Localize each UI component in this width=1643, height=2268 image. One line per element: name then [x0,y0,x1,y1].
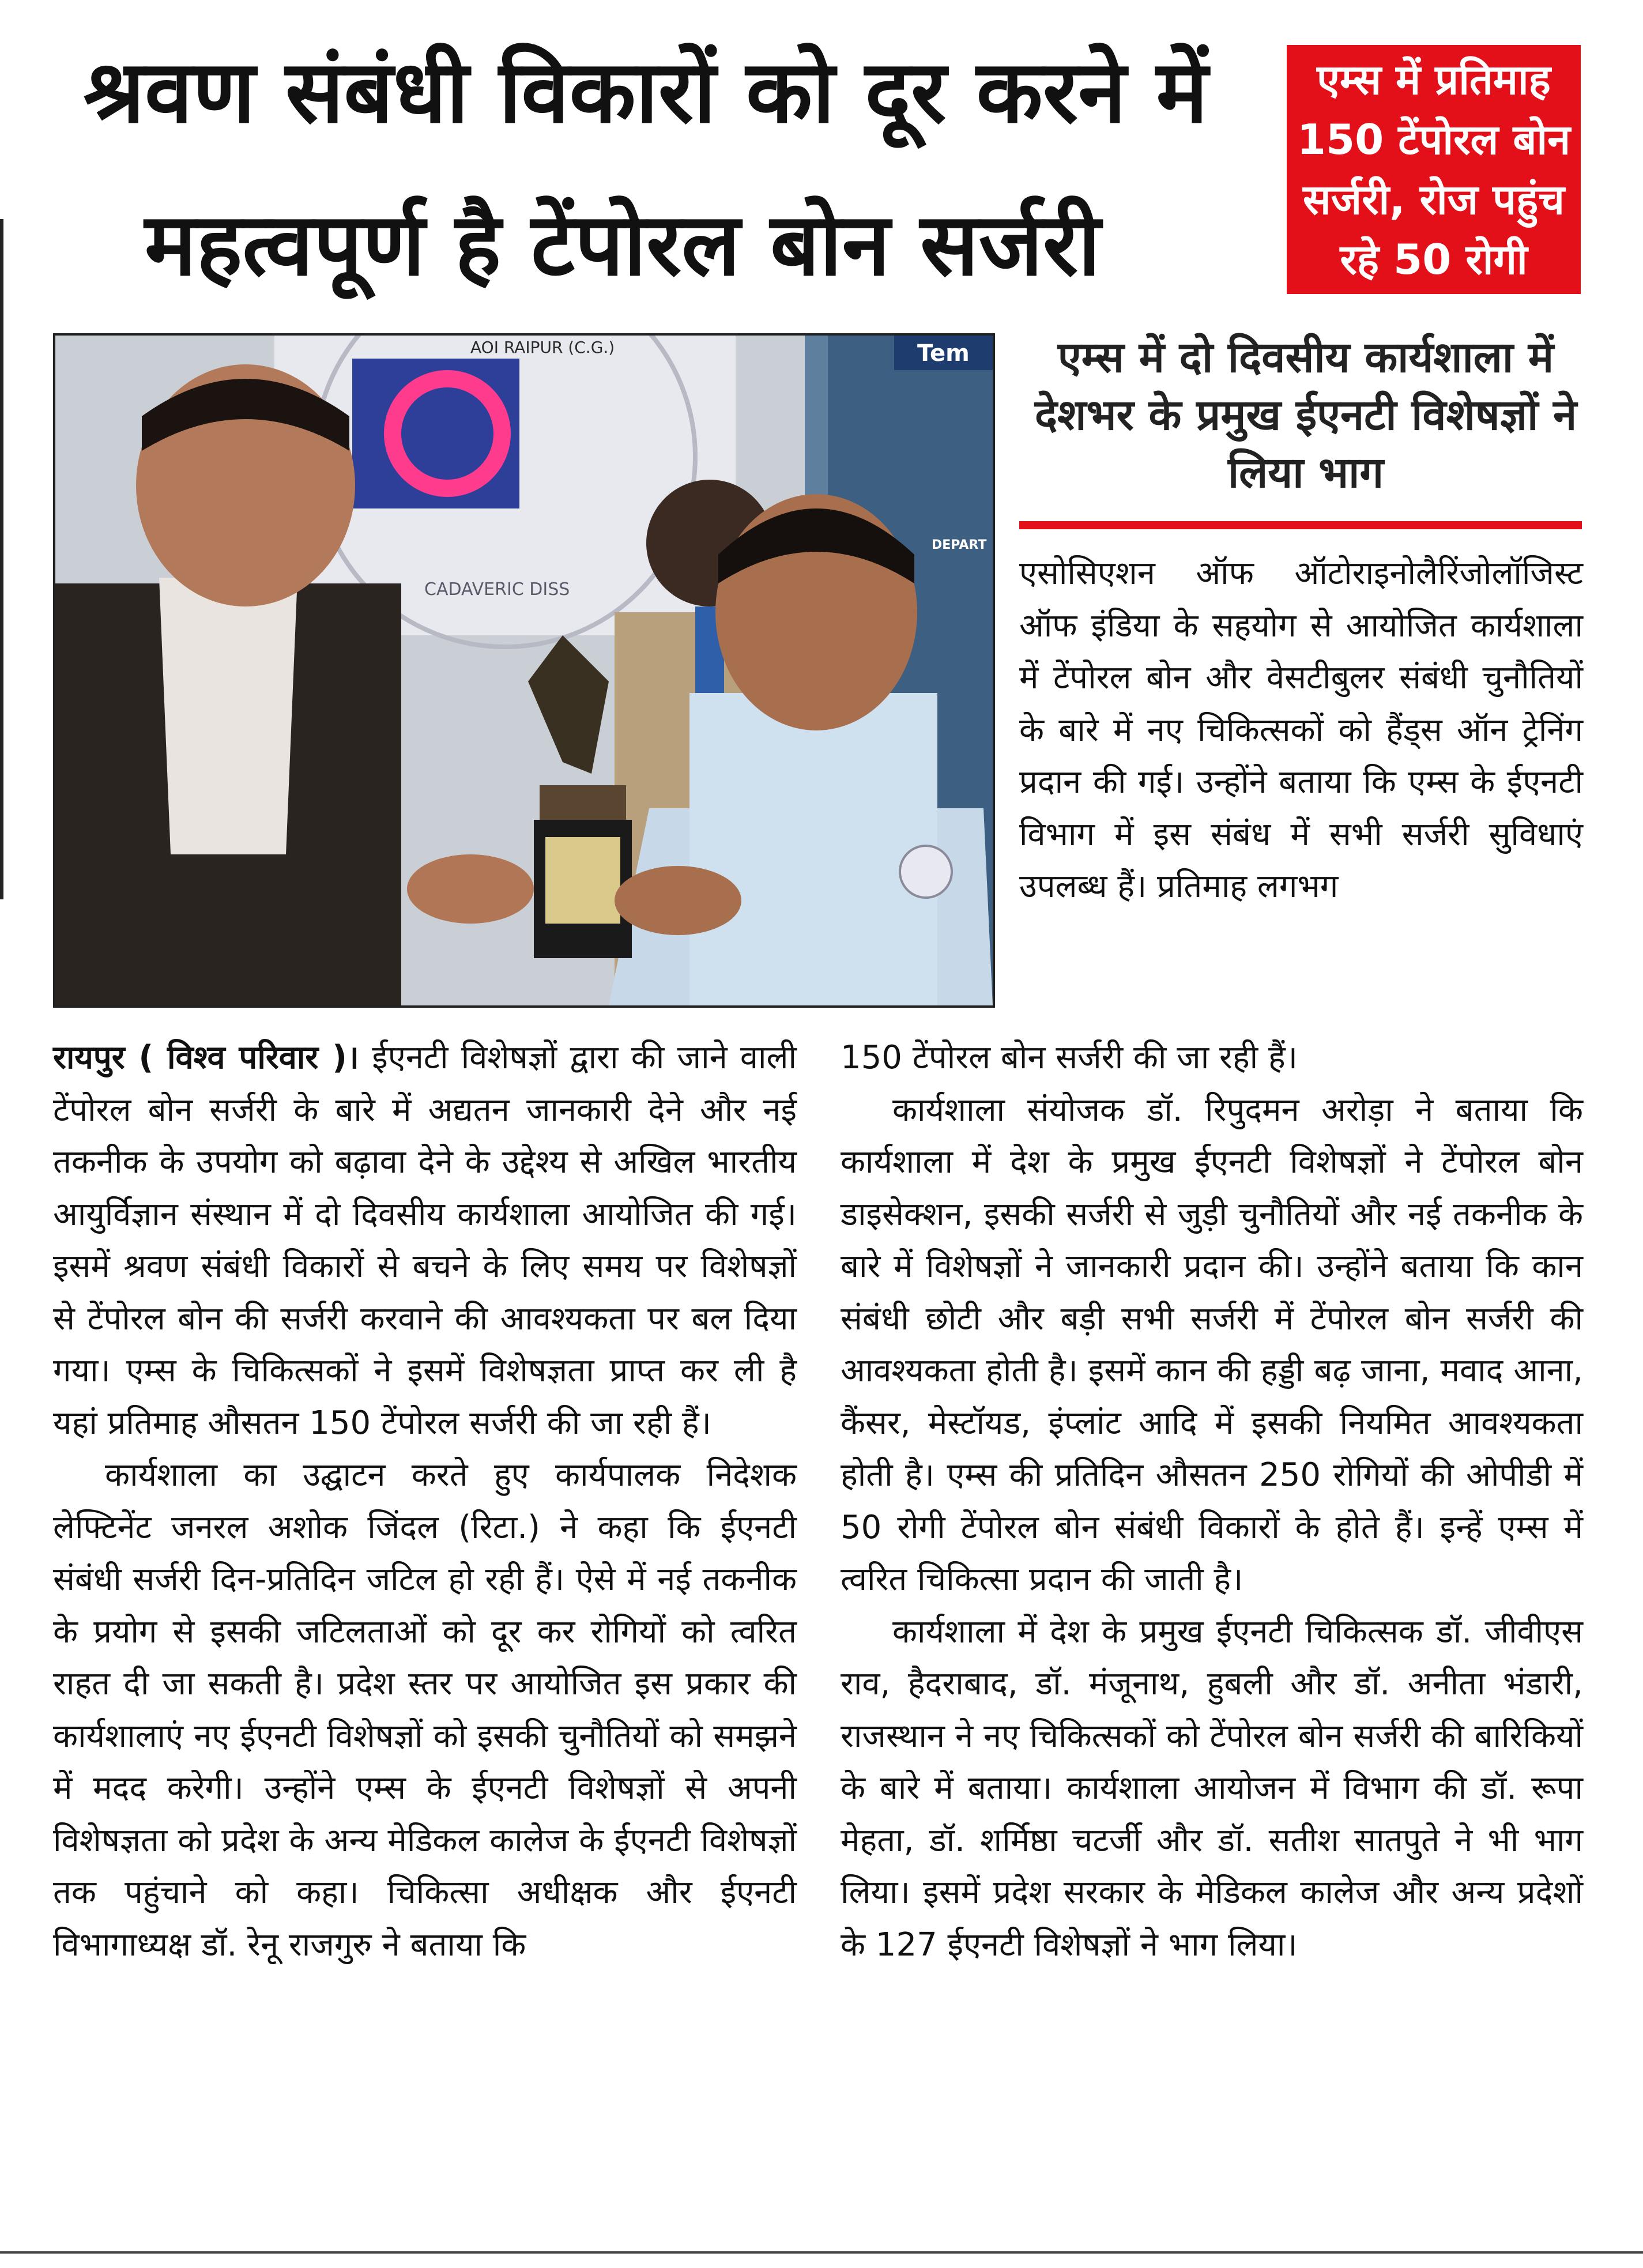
dateline: रायपुर ( विश्व परिवार )। [53,1039,360,1076]
headline-line-2: महत्वपूर्ण है टेंपोरल बोन सर्जरी [144,195,1101,295]
highlight-box-text: एम्स में प्रतिमाह 150 टेंपोरल बोन सर्जरी, रोज पहुंच रहे 50 रोगी [1297,55,1571,284]
subheadline: एम्स में दो दिवसीय कार्यशाला में देशभर के प्रमुख ईएनटी विशेषज्ञों ने लिया भाग [1034,333,1577,498]
right-paragraph-3: कार्यशाला में देश के प्रमुख ईएनटी चिकित्सक डॉ. जीवीएस राव, हैदराबाद, डॉ. मंजूनाथ, हुबली और डॉ. अनीता भंडारी, राजस्थान ने नए चिकित्सकों को टेंपोरल बोन सर्जरी की बारिकियों के बारे में बताया। कार्यशाला आयोजन में विभाग की डॉ. रूपा मेहता, डॉ. शर्मिष्ठा चटर्जी और डॉ. सतीश सातपुते ने भी भाग लिया। इसमें प्रदेश सरकार के मेडिकल कालेज और अन्य प्रदेशों के 127 ईएनटी विशेषज्ञों ने भाग लिया। [841,1613,1583,1964]
banner-text: AOI RAIPUR (C.G.) [470,338,615,357]
right-paragraph-2: कार्यशाला संयोजक डॉ. रिपुदमन अरोड़ा ने बताया कि कार्यशाला में देश के प्रमुख ईएनटी विशेषज्ञों ने टेंपोरल बोन डाइसेक्शन, इसकी सर्जरी से जुड़ी चुनौतियों और नई तकनीक के बारे में विशेषज्ञों ने जानकारी प्रदान की। उन्होंने बताया कि कान संबंधी छोटी और बड़ी सभी सर्जरी में टेंपोरल बोन सर्जरी की आवश्यकता होती है। इसमें कान की हड्डी बढ़ जाना, मवाद आना, कैंसर, मेस्टॉयड, इंप्लांट आदि में इसकी नियमित आवश्यकता होती है। एम्स की प्रतिदिन औसतन 250 रोगियों की ओपीडी में 50 रोगी टेंपोरल बोन संबंधी विकारों के होते हैं। इन्हें एम्स में त्वरित चिकित्सा प्रदान की जाती है। [841,1091,1583,1598]
left-paragraph-1-text: ईएनटी विशेषज्ञों द्वारा की जाने वाली टेंपोरल बोन सर्जरी के बारे में अद्यतन जानकारी देने और नई तकनीक के उपयोग को बढ़ावा देने के उद्देश्य से अखिल भारतीय आयुर्विज्ञान संस्थान में दो दिवसीय कार्यशाला आयोजित की गई। इसमें श्रवण संबंधी विकारों से बचने के लिए समय पर विशेषज्ञों से टेंपोरल बोन की सर्जरी करवाने की आवश्यकता पर बल दिया गया। एम्स के चिकित्सकों ने इसमें विशेषज्ञता प्राप्त कर ली है यहां प्रतिमाह औसतन 150 टेंपोरल सर्जरी की जा रही हैं। [53,1039,797,1442]
left-paragraph-2: कार्यशाला का उद्घाटन करते हुए कार्यपालक निदेशक लेफ्टिनेंट जनरल अशोक जिंदल (रिटा.) ने कहा कि ईएनटी संबंधी सर्जरी दिन-प्रतिदिन जटिल हो रही हैं। ऐसे में नई तकनीक के प्रयोग से इसकी जटिलताओं को दूर कर रोगियों को त्वरित राहत दी जा सकती है। प्रदेश स्तर पर आयोजित इस प्रकार की कार्यशालाएं नए ईएनटी विशेषज्ञों को इसकी चुनौतियों को समझने में मदद करेगी। उन्होंने एम्स के ईएनटी विशेषज्ञों से अपनी विशेषज्ञता को प्रदेश के अन्य मेडिकल कालेज के ईएनटी विशेषज्ञों तक पहुंचाने को कहा। चिकित्सा अधीक्षक और ईएनटी विभागाध्यक्ष डॉ. रेनू राजगुरु ने बताया कि [53,1456,797,1964]
column-divider [0,219,3,899]
banner-right-text-2: DEPART [932,538,987,552]
right-column-top [1019,548,1583,913]
right-paragraph-continued: 150 टेंपोरल बोन सर्जरी की जा रही हैं। [841,1039,1298,1076]
bottom-rule [0,2251,1643,2254]
right-column [841,1032,1583,1971]
left-paragraph-1 [53,1032,797,1449]
banner-text-2: CADAVERIC DISS [424,579,570,600]
highlight-box [1287,45,1581,294]
banner-right-text: Tem [917,340,970,367]
photo-illustration [55,336,993,1005]
left-column [53,1032,797,1971]
red-rule [1019,521,1582,529]
headline-line-1: श्रवण संबंधी विकारों को दूर करने में [83,42,1208,142]
right-paragraph-1: एसोसिएशन ऑफ ऑटोराइनोलैरिंजोलॉजिस्ट ऑफ इंडिया के सहयोग से आयोजित कार्यशाला में टेंपोरल बोन और वेसटीबुलर संबंधी चुनौतियों के बारे में नए चिकित्सकों को हैंड्स ऑन ट्रेनिंग प्रदान की गई। उन्होंने बताया कि एम्स के ईएनटी विभाग में इस संबंध में सभी सर्जरी सुविधाएं उपलब्ध हैं। प्रतिमाह लगभग [1019,555,1583,905]
news-photo [53,333,995,1008]
